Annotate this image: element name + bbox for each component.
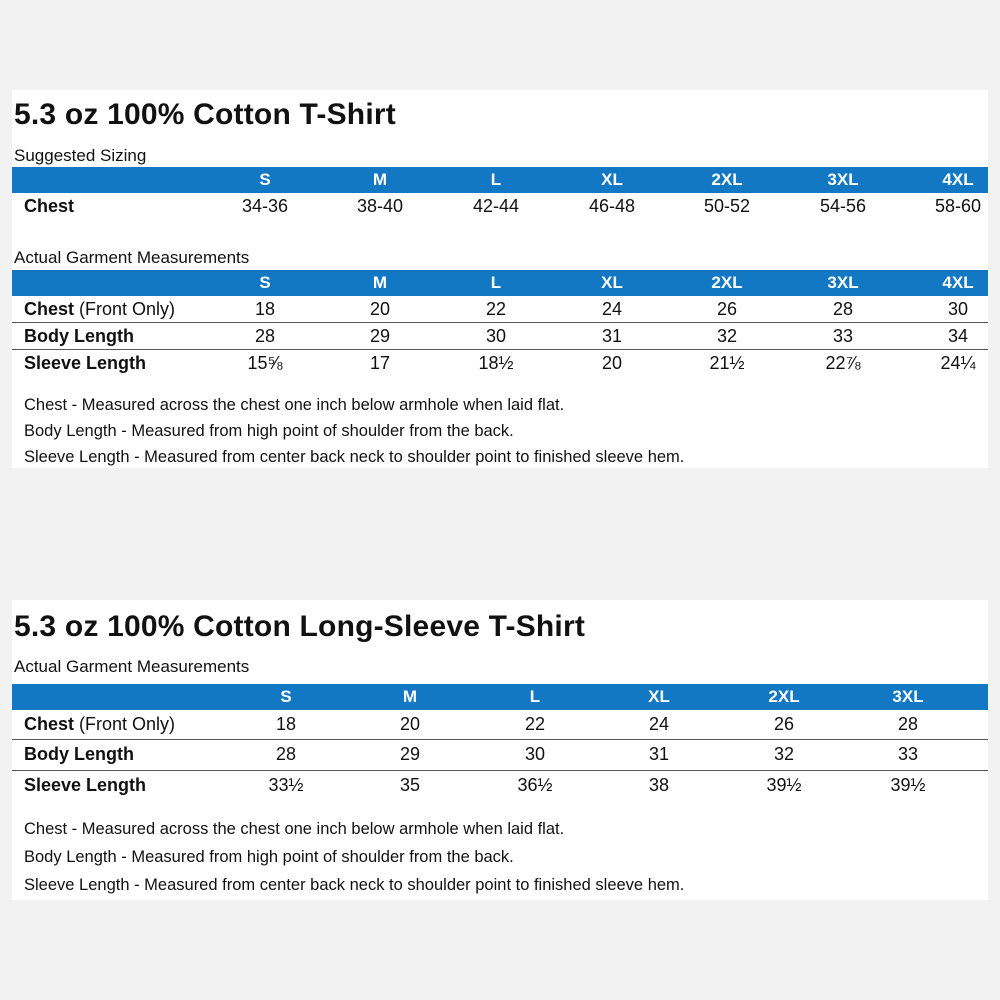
size-header-s: S bbox=[259, 273, 271, 292]
table-cell: 58-60 bbox=[934, 196, 982, 216]
table-cell: 33 bbox=[832, 326, 854, 346]
table-cell: 20 bbox=[399, 714, 421, 734]
table-cell: 34 bbox=[947, 326, 969, 346]
size-header-row bbox=[12, 167, 988, 193]
table-row bbox=[12, 323, 988, 350]
table-cell: 26 bbox=[716, 299, 738, 319]
table-cell: 20 bbox=[369, 299, 391, 319]
size-header-3xl: 3XL bbox=[827, 273, 859, 292]
table-cell: 18 bbox=[275, 714, 297, 734]
size-header-2xl: 2XL bbox=[711, 273, 743, 292]
size-header-m: M bbox=[402, 687, 418, 706]
note-chest: Chest - Measured across the chest one inch below armhole when laid flat. bbox=[24, 820, 565, 838]
size-header-4xl: 4XL bbox=[942, 273, 974, 292]
table-row bbox=[12, 772, 988, 799]
table-cell: 22 bbox=[524, 714, 546, 734]
table-cell: 22 bbox=[485, 299, 507, 319]
tshirt-size-chart bbox=[12, 90, 988, 468]
table-cell: 46-48 bbox=[588, 196, 636, 216]
size-header-xl: XL bbox=[648, 687, 670, 706]
row-label bbox=[24, 772, 146, 799]
row-label-bold: Chest bbox=[24, 299, 75, 319]
row-divider bbox=[12, 739, 988, 740]
table-cell: 32 bbox=[773, 744, 795, 764]
table-cell: 28 bbox=[897, 714, 919, 734]
table-cell: 31 bbox=[601, 326, 623, 346]
table-cell: 50-52 bbox=[703, 196, 751, 216]
table-cell: 24 bbox=[648, 714, 670, 734]
table-cell: 20 bbox=[601, 353, 623, 373]
table-cell: 54-56 bbox=[819, 196, 867, 216]
table-cell: 15⅝ bbox=[247, 353, 283, 373]
note-chest: Chest - Measured across the chest one inch below armhole when laid flat. bbox=[24, 396, 565, 414]
table-cell: 38 bbox=[648, 775, 670, 795]
actual-measurements-label: Actual Garment Measurements bbox=[14, 657, 250, 676]
size-header-xl: XL bbox=[601, 170, 623, 189]
table-cell: 33½ bbox=[268, 775, 304, 795]
table-cell: 32 bbox=[716, 326, 738, 346]
table-cell: 28 bbox=[832, 299, 854, 319]
table-cell: 36½ bbox=[517, 775, 553, 795]
table-cell: 42-44 bbox=[472, 196, 520, 216]
table-cell: 29 bbox=[369, 326, 391, 346]
long-sleeve-size-chart bbox=[12, 600, 988, 900]
size-header-3xl: 3XL bbox=[827, 170, 859, 189]
table-cell: 34-36 bbox=[241, 196, 289, 216]
table-row bbox=[12, 193, 988, 220]
row-label-suffix: (Front Only) bbox=[74, 299, 176, 319]
row-label bbox=[24, 350, 146, 377]
table-cell: 24 bbox=[601, 299, 623, 319]
table-cell: 39½ bbox=[766, 775, 802, 795]
size-header-m: M bbox=[372, 170, 388, 189]
size-header-l: L bbox=[490, 273, 502, 292]
row-label-bold: Sleeve Length bbox=[24, 775, 147, 795]
chart-title: 5.3 oz 100% Cotton Long-Sleeve T-Shirt bbox=[14, 610, 586, 643]
size-header-m: M bbox=[372, 273, 388, 292]
row-label bbox=[24, 711, 175, 738]
table-row bbox=[12, 711, 988, 738]
row-label-bold: Chest bbox=[24, 196, 75, 216]
table-cell: 28 bbox=[275, 744, 297, 764]
table-cell: 29 bbox=[399, 744, 421, 764]
table-cell: 22⅞ bbox=[825, 353, 861, 373]
note-sleeve-length: Sleeve Length - Measured from center back neck to shoulder point to finished sleeve hem. bbox=[24, 876, 685, 894]
table-cell: 30 bbox=[947, 299, 969, 319]
table-cell: 35 bbox=[399, 775, 421, 795]
row-label-bold: Body Length bbox=[24, 744, 134, 764]
table-cell: 28 bbox=[254, 326, 276, 346]
table-cell: 26 bbox=[773, 714, 795, 734]
note-sleeve-length: Sleeve Length - Measured from center back neck to shoulder point to finished sleeve hem. bbox=[24, 448, 685, 466]
size-header-2xl: 2XL bbox=[711, 170, 743, 189]
table-row bbox=[12, 741, 988, 768]
row-label bbox=[24, 741, 134, 768]
size-header-s: S bbox=[259, 170, 271, 189]
table-cell: 31 bbox=[648, 744, 670, 764]
row-label-suffix: (Front Only) bbox=[74, 714, 176, 734]
table-cell: 38-40 bbox=[356, 196, 404, 216]
row-label bbox=[24, 193, 74, 220]
size-header-l: L bbox=[529, 687, 541, 706]
chart-title: 5.3 oz 100% Cotton T-Shirt bbox=[14, 98, 396, 131]
table-cell: 18½ bbox=[478, 353, 514, 373]
row-label-bold: Sleeve Length bbox=[24, 353, 147, 373]
size-header-s: S bbox=[280, 687, 292, 706]
size-header-l: L bbox=[490, 170, 502, 189]
size-header-2xl: 2XL bbox=[768, 687, 800, 706]
table-row bbox=[12, 350, 988, 377]
size-header-row bbox=[12, 684, 988, 710]
table-cell: 21½ bbox=[709, 353, 745, 373]
size-header-xl: XL bbox=[601, 273, 623, 292]
table-cell: 33 bbox=[897, 744, 919, 764]
suggested-sizing-label: Suggested Sizing bbox=[14, 146, 147, 165]
size-header-4xl: 4XL bbox=[942, 170, 974, 189]
table-cell: 30 bbox=[524, 744, 546, 764]
table-cell: 18 bbox=[254, 299, 276, 319]
row-label-bold: Chest bbox=[24, 714, 75, 734]
table-cell: 24¼ bbox=[940, 353, 976, 373]
table-cell: 39½ bbox=[890, 775, 926, 795]
table-cell: 17 bbox=[369, 353, 391, 373]
row-divider bbox=[12, 770, 988, 771]
note-body-length: Body Length - Measured from high point of shoulder from the back. bbox=[24, 422, 514, 440]
row-label bbox=[24, 323, 134, 350]
size-header-row bbox=[12, 270, 988, 296]
size-header-3xl: 3XL bbox=[892, 687, 924, 706]
actual-measurements-label: Actual Garment Measurements bbox=[14, 248, 250, 267]
table-cell: 30 bbox=[485, 326, 507, 346]
table-row bbox=[12, 296, 988, 323]
row-label bbox=[24, 296, 175, 323]
row-label-bold: Body Length bbox=[24, 326, 134, 346]
note-body-length: Body Length - Measured from high point of shoulder from the back. bbox=[24, 848, 514, 866]
